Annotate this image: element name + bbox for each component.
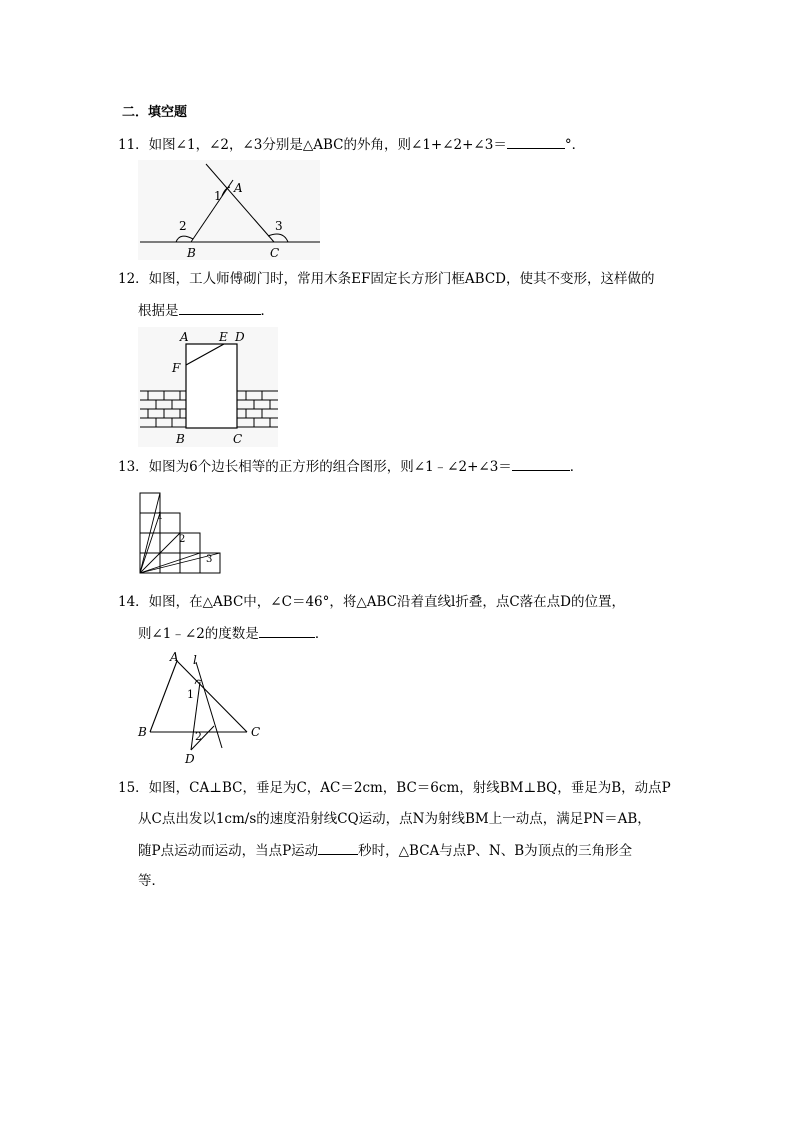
question-15-line1: 15．如图，CA⊥BC，垂足为C，AC＝2cm，BC＝6cm，射线BM⊥BQ，垂足为B，动点P bbox=[118, 780, 671, 796]
answer-blank-11[interactable] bbox=[507, 135, 565, 149]
figure-12-label-e: E bbox=[219, 330, 228, 344]
figure-11-label-a: A bbox=[234, 181, 243, 195]
figure-14-label-2: 2 bbox=[195, 730, 202, 743]
figure-13-label-3: 3 bbox=[206, 554, 213, 565]
question-14-text: 则∠1﹣∠2的度数是 bbox=[138, 626, 259, 642]
figure-11-label-1: 1 bbox=[214, 189, 222, 203]
question-15-line2: 从C点出发以1cm/s的速度沿射线CQ运动，点N为射线BM上一动点，满足PN＝AB， bbox=[138, 811, 651, 827]
question-11-text: 11．如图∠1，∠2，∠3分别是△ABC的外角，则∠1+∠2+∠3＝ bbox=[118, 137, 507, 153]
question-15-text-a: 随P点运动而运动，当点P运动 bbox=[138, 843, 319, 859]
figure-13-label-1: 1 bbox=[157, 511, 164, 522]
answer-blank-12[interactable] bbox=[179, 301, 261, 315]
figure-14-label-c: C bbox=[251, 725, 261, 739]
question-15-line3 bbox=[138, 841, 632, 860]
figure-11-label-2: 2 bbox=[179, 219, 187, 233]
figure-11-label-3: 3 bbox=[275, 219, 283, 233]
section-title: 二．填空题 bbox=[122, 105, 188, 120]
question-12-suffix: ． bbox=[260, 303, 274, 319]
question-15-text-b: 秒时，△BCA与点P、N、B为顶点的三角形全 bbox=[358, 843, 633, 859]
question-14-line2 bbox=[138, 624, 328, 643]
answer-blank-14[interactable] bbox=[259, 624, 315, 638]
figure-12-label-b: B bbox=[176, 432, 185, 446]
answer-blank-15[interactable] bbox=[318, 841, 358, 855]
answer-blank-13[interactable] bbox=[512, 457, 570, 471]
figure-12-door-frame bbox=[138, 327, 280, 449]
figure-14-label-a: A bbox=[170, 650, 179, 664]
figure-13-label-2: 2 bbox=[179, 534, 186, 545]
question-15-line4: 等． bbox=[138, 873, 165, 889]
question-12-line1: 12．如图，工人师傅砌门时，常用木条EF固定长方形门框ABCD，使其不变形，这样做的 bbox=[118, 271, 655, 287]
question-14-line1: 14．如图，在△ABC中，∠C＝46°，将△ABC沿着直线l折叠，点C落在点D的位置， bbox=[118, 594, 625, 610]
figure-11-label-b: B bbox=[187, 246, 196, 260]
figure-14-side-ba bbox=[150, 661, 177, 732]
figure-12-label-d: D bbox=[235, 330, 245, 344]
figure-12-frame-abcd bbox=[186, 344, 237, 428]
figure-14-label-1: 1 bbox=[187, 688, 194, 701]
question-12-line2 bbox=[138, 301, 274, 320]
question-13-text: 13．如图为6个边长相等的正方形的组合图形，则∠1﹣∠2+∠3＝ bbox=[118, 459, 512, 475]
figure-11-exterior-angles bbox=[138, 160, 328, 264]
question-13 bbox=[118, 457, 583, 476]
figure-11-background bbox=[138, 160, 320, 260]
figure-14-label-d: D bbox=[185, 752, 195, 766]
question-13-suffix: ． bbox=[569, 459, 584, 475]
question-12-text: 根据是 bbox=[138, 303, 179, 319]
figure-14-label-l: l bbox=[193, 653, 197, 667]
figure-14-folded-triangle bbox=[134, 648, 270, 766]
question-11-suffix: °． bbox=[564, 137, 586, 153]
question-11 bbox=[118, 135, 585, 154]
figure-11-label-c: C bbox=[270, 246, 280, 260]
question-14-suffix: ． bbox=[314, 626, 329, 642]
figure-12-label-f: F bbox=[172, 361, 181, 375]
figure-12-label-a: A bbox=[180, 330, 189, 344]
figure-13-squares bbox=[138, 491, 224, 577]
figure-12-label-c: C bbox=[233, 432, 243, 446]
figure-14-label-b: B bbox=[138, 725, 147, 739]
